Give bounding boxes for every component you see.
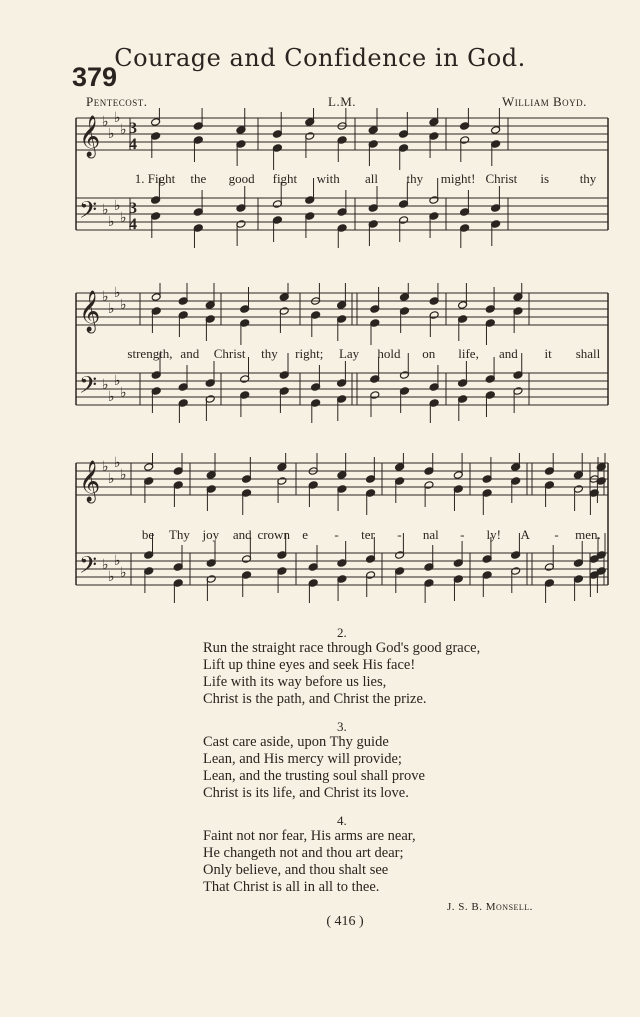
lyric-syllable: on — [422, 346, 436, 361]
lyric-syllable: thy — [406, 171, 424, 186]
flat-icon: ♭ — [108, 471, 115, 487]
flat-icon: ♭ — [108, 301, 115, 317]
author: J. S. B. Monsell. — [447, 901, 533, 913]
flat-icon: ♭ — [102, 377, 109, 393]
lyric-syllable: and — [498, 346, 518, 361]
lyric-syllable: men. — [575, 527, 601, 542]
lyric-syllable: life, — [458, 346, 479, 361]
flat-icon: ♭ — [120, 297, 127, 313]
lyrics-system-3 — [0, 527, 640, 545]
lyric-syllable: all — [365, 171, 378, 186]
flat-icon: ♭ — [120, 385, 127, 401]
lyric-syllable: ly! — [486, 527, 501, 542]
flat-icon: ♭ — [102, 202, 109, 218]
flat-icon: ♭ — [102, 459, 109, 475]
lyric-syllable: with — [316, 171, 340, 186]
flat-icon: ♭ — [114, 110, 121, 126]
lyrics-system-2 — [0, 346, 640, 364]
flat-icon: ♭ — [114, 285, 121, 301]
bass-clef-icon: 𝄢 — [79, 196, 98, 229]
treble-clef-icon: 𝄞 — [79, 461, 101, 502]
lyric-syllable: Thy — [168, 527, 190, 542]
lyric-syllable: - — [334, 527, 339, 542]
time-signature-top: 3 — [129, 120, 137, 137]
verse-number: 3. — [337, 719, 347, 734]
lyric-syllable: thy — [579, 171, 597, 186]
flat-icon: ♭ — [120, 467, 127, 483]
flat-icon: ♭ — [114, 553, 121, 569]
hymn-number: 379 — [72, 62, 118, 92]
lyric-syllable: is — [540, 171, 550, 186]
page-number: ( 416 ) — [326, 914, 364, 929]
lyric-syllable: Christ — [485, 171, 518, 186]
lyric-syllable: might! — [440, 171, 476, 186]
flat-icon: ♭ — [108, 389, 115, 405]
lyric-syllable: the — [190, 171, 207, 186]
verse-line: That Christ is all in all to thee. — [203, 879, 380, 895]
lyric-syllable: strength, — [127, 346, 173, 361]
bass-clef-icon: 𝄢 — [79, 551, 98, 584]
lyric-syllable: and — [232, 527, 252, 542]
treble-clef-icon: 𝄞 — [79, 116, 101, 157]
bass-clef-icon: 𝄢 — [79, 371, 98, 404]
lyric-syllable: good — [228, 171, 255, 186]
verse-line: Run the straight race through God's good grace, — [203, 640, 481, 656]
verse-number: 2. — [337, 625, 347, 640]
time-signature-bottom: 4 — [129, 136, 137, 153]
lyric-syllable: - — [460, 527, 465, 542]
flat-icon: ♭ — [102, 557, 109, 573]
flat-icon: ♭ — [114, 455, 121, 471]
treble-clef-icon: 𝄞 — [79, 291, 101, 332]
time-signature-bottom: 4 — [129, 216, 137, 233]
flat-icon: ♭ — [108, 126, 115, 142]
flat-icon: ♭ — [108, 569, 115, 585]
flat-icon: ♭ — [102, 114, 109, 130]
lyric-syllable: Lay — [338, 346, 360, 361]
lyric-syllable: and — [180, 346, 200, 361]
lyric-syllable: 1. Fight — [134, 171, 176, 186]
verse-line: Lift up thine eyes and seek His face! — [203, 657, 416, 673]
lyric-syllable: fight — [272, 171, 298, 186]
time-signature-top: 3 — [129, 200, 137, 217]
lyric-syllable: be — [141, 527, 155, 542]
meter: L.M. — [328, 94, 356, 109]
verse-line: Lean, and His mercy will provide; — [203, 751, 402, 767]
verse-line: Christ is the path, and Christ the prize. — [203, 691, 427, 707]
lyric-syllable: e — [302, 527, 309, 542]
verse-line: Cast care aside, upon Thy guide — [203, 734, 389, 750]
flat-icon: ♭ — [120, 565, 127, 581]
flat-icon: ♭ — [108, 214, 115, 230]
lyric-syllable: hold — [377, 346, 401, 361]
lyric-syllable: shall — [575, 346, 601, 361]
lyric-syllable: - — [554, 527, 559, 542]
lyric-syllable: crown — [257, 527, 290, 542]
flat-icon: ♭ — [120, 122, 127, 138]
lyrics-system-1 — [0, 171, 640, 189]
lyric-syllable: - — [397, 527, 402, 542]
composer: William Boyd. — [502, 94, 587, 109]
verse-line: Only believe, and thou shalt see — [203, 862, 389, 878]
verse-line: Life with its way before us lies, — [203, 674, 387, 690]
lyric-syllable: A — [520, 527, 530, 542]
lyric-syllable: joy — [202, 527, 220, 542]
verse-line: Christ is its life, and Christ its love. — [203, 785, 409, 801]
lyric-syllable: thy — [261, 346, 278, 361]
flat-icon: ♭ — [102, 289, 109, 305]
flat-icon: ♭ — [114, 373, 121, 389]
verse-line: He changeth not and thou art dear; — [203, 845, 404, 861]
lyric-syllable: Christ — [213, 346, 246, 361]
lyric-syllable: right; — [295, 346, 324, 361]
lyric-syllable: nal — [422, 527, 439, 542]
tune-name: Pentecost. — [86, 94, 148, 109]
hymn-title: Courage and Confidence in God. — [114, 44, 526, 72]
verse-line: Faint not nor fear, His arms are near, — [203, 828, 416, 844]
verse-line: Lean, and the trusting soul shall prove — [203, 768, 425, 784]
lyric-syllable: ter — [361, 527, 375, 542]
verse-number: 4. — [337, 813, 347, 828]
flat-icon: ♭ — [120, 210, 127, 226]
flat-icon: ♭ — [114, 198, 121, 214]
lyric-syllable: it — [544, 346, 552, 361]
